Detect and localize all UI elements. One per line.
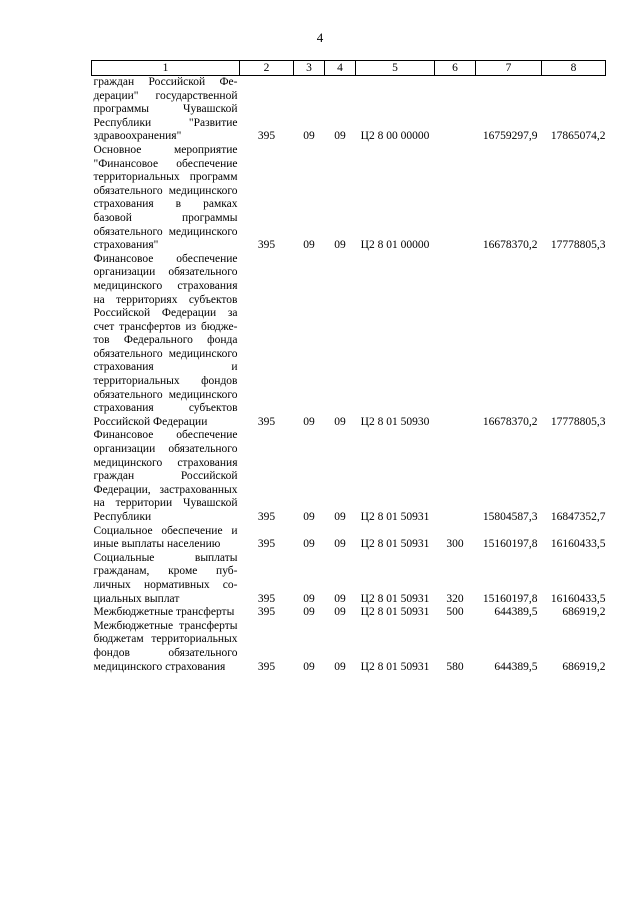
cell-grbs: 395 [257,592,276,605]
cell-name: Межбюджетные трансферты [93,606,235,619]
table-row [92,429,606,524]
table-row [92,525,606,552]
cell-grbs: 395 [257,511,276,523]
cell-amount-year-2: 16160433,5 [550,592,606,605]
cell-grbs: 395 [257,130,276,143]
cell-amount-year-1: 15160197,8 [482,592,538,605]
cell-amount-year-1: 16759297,9 [482,130,538,143]
cell-section: 09 [303,415,315,428]
cell-target-article: Ц2 8 01 50931 [360,538,430,551]
cell-expense-type [435,144,476,253]
cell-subsection: 09 [334,130,346,143]
cell-subsection: 09 [334,606,346,619]
cell-subsection: 09 [334,538,346,551]
cell-target-article: Ц2 8 01 50931 [360,592,430,605]
table-row [92,620,606,674]
cell-expense-type [435,76,476,144]
cell-amount-year-2: 17865074,2 [550,130,606,143]
cell-amount-year-2: 686919,2 [562,606,606,619]
cell-expense-type: 300 [446,538,464,551]
cell-section: 09 [303,538,315,551]
cell-expense-type: 320 [446,592,464,605]
budget-table [91,60,606,674]
cell-amount-year-2: 17778805,3 [550,239,606,252]
cell-amount-year-1: 15804587,3 [482,511,538,523]
cell-grbs: 395 [257,239,276,252]
cell-section: 09 [303,239,315,252]
header-col-7: 7 [476,61,542,76]
page-number: 4 [316,30,324,45]
cell-name: граждан Российской Федерации" государственной программы Чувашской Республики "Развитие здравоохранения" [93,76,238,143]
header-col-4: 4 [325,61,356,76]
cell-target-article: Ц2 8 01 50931 [360,511,430,523]
cell-expense-type [435,429,476,524]
cell-section: 09 [303,606,315,619]
cell-target-article: Ц2 8 01 50931 [360,606,430,619]
table-body [92,76,606,675]
cell-amount-year-2: 17778805,3 [550,415,606,428]
table-row [92,606,606,620]
cell-amount-year-1: 16678370,2 [482,239,538,252]
cell-amount-year-1: 644389,5 [494,606,538,619]
cell-subsection: 09 [334,660,346,673]
header-col-5: 5 [356,61,435,76]
header-col-8: 8 [542,61,606,76]
cell-grbs: 395 [257,606,276,619]
cell-amount-year-2: 686919,2 [562,660,606,673]
cell-section: 09 [303,592,315,605]
table-row [92,552,606,606]
cell-expense-type: 580 [446,660,464,673]
cell-grbs: 395 [257,538,276,551]
cell-target-article: Ц2 8 00 00000 [360,130,430,143]
table-header [92,61,606,76]
cell-target-article: Ц2 8 01 50930 [360,415,430,428]
cell-section: 09 [303,660,315,673]
table-row [92,253,606,430]
cell-subsection: 09 [334,592,346,605]
cell-name: Межбюджетные трансферты бюджетам территориальных фондов обязательного медицинского страхования [93,619,238,673]
cell-grbs: 395 [257,415,276,428]
cell-amount-year-2: 16160433,5 [550,538,606,551]
header-col-1: 1 [92,61,240,76]
cell-name: Финансовое обеспечение организации обязательного медицинского страхования на территориях субъектов Российской Федерации за счет трансфертов из бюджетов Федерального фонда обязательного медицинского страхования и территориальных фондов обязательного медицинского страхования субъектов Российской Федерации [93,252,238,428]
table-row [92,76,606,144]
cell-section: 09 [303,130,315,143]
cell-grbs: 395 [257,660,276,673]
cell-amount-year-2: 16847352,7 [550,511,606,523]
cell-target-article: Ц2 8 01 00000 [360,239,430,252]
cell-target-article: Ц2 8 01 50931 [360,660,430,673]
cell-amount-year-1: 16678370,2 [482,415,538,428]
cell-name: Основное мероприятие "Финансовое обеспечение территориальных программ обязательного медицинского страхования в рамках базовой программы обязательного медицинского страхования" [93,143,238,252]
cell-amount-year-1: 644389,5 [494,660,538,673]
cell-name: Социальные выплаты гражданам, кроме публичных нормативных социальных выплат [93,551,238,605]
table-row [92,144,606,253]
header-col-2: 2 [240,61,294,76]
header-col-6: 6 [435,61,476,76]
cell-subsection: 09 [334,239,346,252]
cell-section: 09 [303,511,315,523]
cell-name: Финансовое обеспечение организации обязательного медицинского страхования граждан Российской Федерации, застрахованных на территории Чувашской Республики [93,429,238,523]
cell-expense-type [435,253,476,430]
cell-name: Социальное обеспечение и иные выплаты населению [93,524,238,551]
cell-subsection: 09 [334,415,346,428]
cell-amount-year-1: 15160197,8 [482,538,538,551]
cell-subsection: 09 [334,511,346,523]
header-col-3: 3 [294,61,325,76]
cell-expense-type: 500 [446,606,464,619]
